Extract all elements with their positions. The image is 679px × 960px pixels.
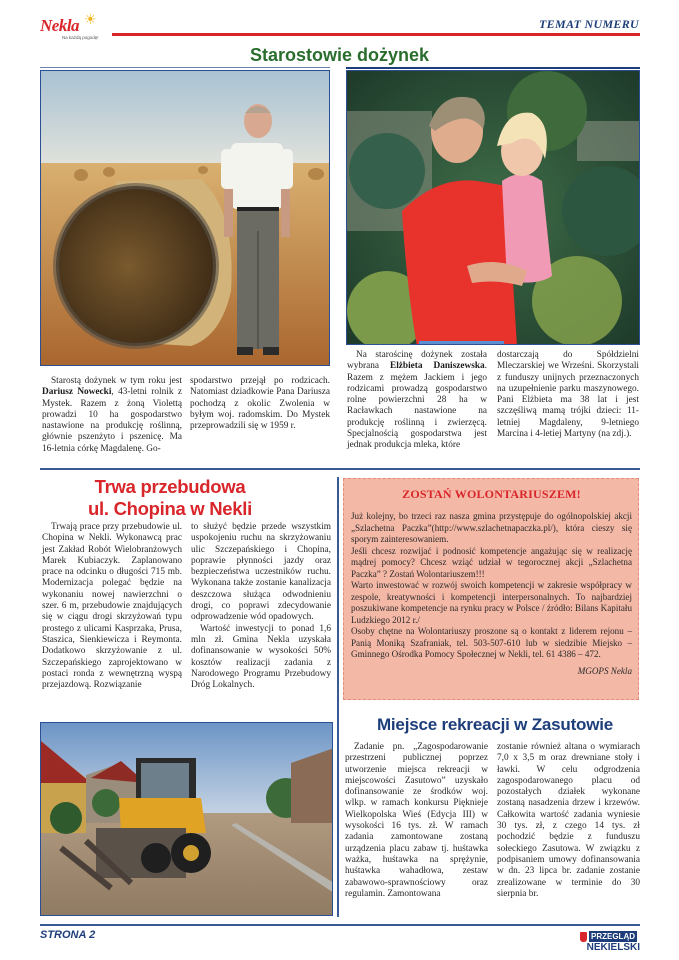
volunteer-title: ZOSTAŃ WOLONTARIUSZEM! [402, 487, 581, 501]
paragraph: Osoby chętne na Wolontariuszy proszone są o kontakt z liderem rejonu – Panią Moniką Szafraniak, tel. 503-507-610 lub w siedzibie Miejsko – Gminnego Ośrodka Pomocy Społecznej w Nekli, tel. 61 4386 – 472. [351, 626, 632, 659]
logo-tagline: Na każdą pogodę! [62, 35, 99, 40]
person-name: Dariusz Nowecki [42, 387, 112, 398]
headline-line: Trwa przebudowa [94, 476, 246, 497]
volunteer-body [351, 511, 632, 661]
column-divider [337, 477, 339, 917]
paragraph: dostarczają do Spółdzielni Mleczarskiej we Wrześni. Skorzystali z funduszy unijnych przeznaczonych na uzupełnienie parku maszynowego. Pani Elżbieta ma 38 lat i jest szczęśliwą mamą trójki dzieci: 11-letniej Magdaleny, 9-letniego Marcina i 4-letiej Martyny (na zdj.). [497, 350, 639, 440]
headline-chopina [40, 476, 300, 520]
person-name: Elżbieta Daniszewska [390, 361, 485, 372]
photo-excavator-road [40, 722, 333, 916]
section-label: TEMAT NUMERU [539, 17, 639, 31]
article-text-column [42, 522, 182, 691]
headline-starostowie: Starostowie dożynek [249, 45, 430, 65]
text: , 43-letni rolnik z Mystek. Razem z żoną Violettą prowadzi 10 ha gospodarstwo nastawione na produkcję roślinną, głównie pszenżyto i pszenicę. Ma 16-letnia córkę Magdalenę. Go- [42, 387, 182, 454]
divider [346, 67, 640, 69]
paragraph: spodarstwo przejął po rodzicach. Natomiast dziadkowie Pana Dariusza pochodzą z okolic Zwolenia w byłym woj. radomskim. Do Mystek przeprowadzili się w 1959 r. [190, 376, 330, 432]
photo-woman-with-child [346, 70, 640, 345]
article-text-column [497, 742, 640, 900]
headline-zasutowo: Miejsce rekreacji w Zasutowie [376, 715, 614, 734]
divider [40, 67, 330, 68]
article-text-column [191, 522, 331, 691]
paragraph: Wartość inwestycji to ponad 1,6 mln zł. Gmina Nekla uzyskała dofinansowanie w wysokości 50% kosztów realizacji zadania z Narodowego Programu Przebudowy Dróg Lokalnych. [191, 623, 331, 691]
header-rule [112, 33, 640, 36]
article-text-column [42, 376, 182, 455]
crest-icon [580, 932, 587, 942]
paragraph: Jeśli chcesz rozwijać i podnosić kompetencje angażując się w realizację mądrej pomocy? Chcesz wziąć udział w tegorocznej akcji „Szlachetna Paczka” ? Zostań Wolontariuszem!!! [351, 545, 632, 579]
sun-icon: ☀ [84, 13, 97, 28]
section-divider [40, 468, 640, 470]
article-text-column [347, 350, 487, 452]
paragraph: to służyć będzie przede wszystkim uspokojeniu ruchu na skrzyżowaniu ulic Szczepańskiego i Chopina, poprawie płynności jazdy oraz bezpieczeństwa uczestników ruchu. Wykonana także zostanie kanalizacja deszczowa służąca odwodnieniu drogi, co poprawi zdecydowanie odprowadzenie wód opadowych. [191, 522, 331, 623]
article-text-column [497, 350, 639, 440]
article-text-column [190, 376, 330, 432]
paragraph: Warto inwestować w rozwój swoich kompetencji w zakresie współpracy w zespole, kreatywności i kompetencji interpersonalnych. To najbardziej poszukiwane kompetencje na rynku pracy w Polsce / źródło: Bilans Kapitału Ludzkiego 2012 r./ [351, 580, 632, 625]
volunteer-signature: MGOPS Nekla [577, 665, 632, 676]
page-number: STRONA 2 [40, 929, 96, 941]
nekla-logo [38, 14, 108, 44]
text: Na starościnę dożynek została wybrana [347, 350, 487, 372]
footer-rule [40, 924, 640, 926]
photo-farmer-hay-bale [40, 70, 330, 366]
przeglad-nekielski-logo [580, 931, 640, 953]
brand-bottom: NEKIELSKI [586, 942, 640, 953]
volunteer-callout [343, 478, 639, 700]
paragraph: Zadanie pn. „Zagospodarowanie przestrzeni publicznej poprzez utworzenie miejsca rekreacji w miejscowości Zasutowo” uzyskało dofinansowanie ze środków woj. wlkp. w ramach konkursu Pięknieje Wielkopolska Wieś (Edycja III) w wysokości 16 tys. zł. W ramach zadania zamontowane zostaną urządzenia placu zabaw tj. huśtawka ważka, huśtawka na sprężynie, huśtawka wahadłowa, zestaw zabawowo-sprawnościowy oraz regulamin. Zamontowana [345, 742, 488, 899]
paragraph: Już kolejny, bo trzeci raz nasza gmina przystępuje do ogólnopolskiej akcji „Szlachetna Paczka”(http://www.szlachetnapaczka.pl/), która cieszy się sporym zainteresowaniem. [351, 511, 632, 544]
brand-top: PRZEGLĄD [591, 932, 635, 941]
headline-line: ul. Chopina w Nekli [88, 498, 252, 519]
text: Starostą dożynek w tym roku jest [51, 376, 182, 386]
logo-wordmark: Nekla [40, 16, 80, 35]
text: . Razem z mężem Jackiem i jego rodzicami prowadzą gospodarstwo rolne powierzchni 28 ha w Racławkach nastawione na produkcję roślinną i zwierzęcą. Specjalnością gospodarstwa jest jednak produkcja mleka, które [347, 361, 487, 451]
paragraph: Trwają prace przy przebudowie ul. Chopina w Nekli. Wykonawcą prac jest Zakład Robót Wielobranżowych Marek Kubiaczyk. Zaplanowano prace na odcinku o długości 715 mb. Modernizacja polegać będzie na wykonaniu nowej nawierzchni o szer. 6 m, przebudowie znajdujących się w ciągu drogi skrzyżowań typu prostego z ulicami Kasprzaka, Prusa, Staszica, Sienkiewicza i Reymonta. Dodatkowo skrzyżowanie z ul. Szczepańskiego zaprojektowano w postaci ronda z wewnętrzną wyspą przejazdową. Rozwiązanie [42, 522, 182, 691]
paragraph: zostanie również altana o wymiarach 7,0 x 3,5 m oraz drewniane stoły i ławki. W celu odgrodzenia zagospodarowanego placu od pozostałych działek wykonane zostaną nasadzenia drzew i krzewów. Całkowita wartość zadania wyniesie 30 tys. zł, z czego 14 tys. zł pochodzić będzie z funduszu sołeckiego Zasutowa. W związku z podpisaniem umowy dofinansowania w dn. 23 lipca br. zadanie zostanie zrealizowane w terminie do 30 sierpnia br. [497, 742, 640, 899]
article-text-column [345, 742, 488, 900]
